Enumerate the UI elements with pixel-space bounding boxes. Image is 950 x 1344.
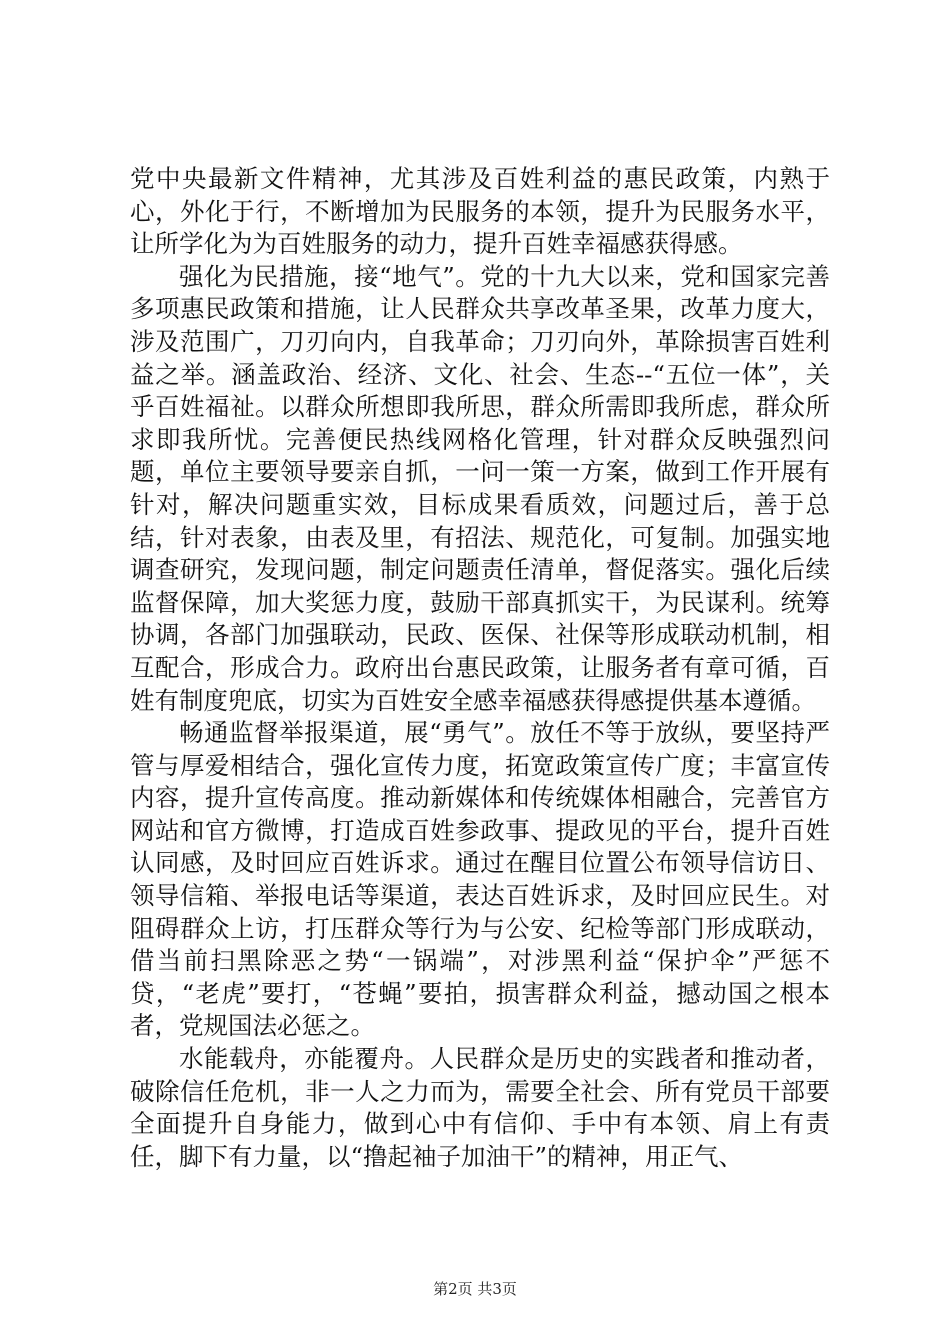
document-body — [130, 163, 830, 1173]
paragraph-measures: 强化为民措施，接“地气”。党的十九大以来，党和国家完善多项惠民政策和措施，让人民群众共享改革圣果，改革力度大，涉及范围广，刀刃向内，自我革命；刀刃向外，革除损害百姓利益之举。涵盖政治、经济、文化、社会、生态--“五位一体”，关乎百姓福祉。以群众所想即我所思，群众所需即我所虑，群众所求即我所忧。完善便民热线网格化管理，针对群众反映强烈问题，单位主要领导要亲自抓，一问一策一方案，做到工作开展有针对，解决问题重实效，目标成果看质效，问题过后，善于总结，针对表象，由表及里，有招法、规范化，可复制。加强实地调查研究，发现问题，制定问题责任清单，督促落实。强化后续监督保障，加大奖惩力度，鼓励干部真抓实干，为民谋利。统筹协调，各部门加强联动，民政、医保、社保等形成联动机制，相互配合，形成合力。政府出台惠民政策，让服务者有章可循，百姓有制度兜底，切实为百姓安全感幸福感获得感提供基本遵循。 — [130, 261, 830, 715]
paragraph-conclusion: 水能载舟，亦能覆舟。人民群众是历史的实践者和推动者，破除信任危机，非一人之力而为，需要全社会、所有党员干部要全面提升自身能力，做到心中有信仰、手中有本领、肩上有责任，脚下有力量，以“撸起袖子加油干”的精神，用正气、 — [130, 1044, 830, 1171]
paragraph-supervision: 畅通监督举报渠道，展“勇气”。放任不等于放纵，要坚持严管与厚爱相结合，强化宣传力度，拓宽政策宣传广度；丰富宣传内容，提升宣传高度。推动新媒体和传统媒体相融合，完善官方网站和官方微博，打造成百姓参政事、提政见的平台，提升百姓认同感，及时回应百姓诉求。通过在醒目位置公布领导信访日、领导信箱、举报电话等渠道，表达百姓诉求，及时回应民生。对阻碍群众上访，打压群众等行为与公安、纪检等部门形成联动，借当前扫黑除恶之势“一锅端”，对涉黑利益“保护伞”严惩不贷，“老虎”要打，“苍蝇”要拍，损害群众利益，撼动国之根本者，党规国法必惩之。 — [130, 718, 830, 1041]
paragraph-continuation: 党中央最新文件精神，尤其涉及百姓利益的惠民政策，内熟于心，外化于行，不断增加为民服务的本领，提升为民服务水平，让所学化为为百姓服务的动力，提升百姓幸福感获得感。 — [130, 164, 830, 259]
page-footer: 第2页 共3页 — [433, 1280, 517, 1298]
